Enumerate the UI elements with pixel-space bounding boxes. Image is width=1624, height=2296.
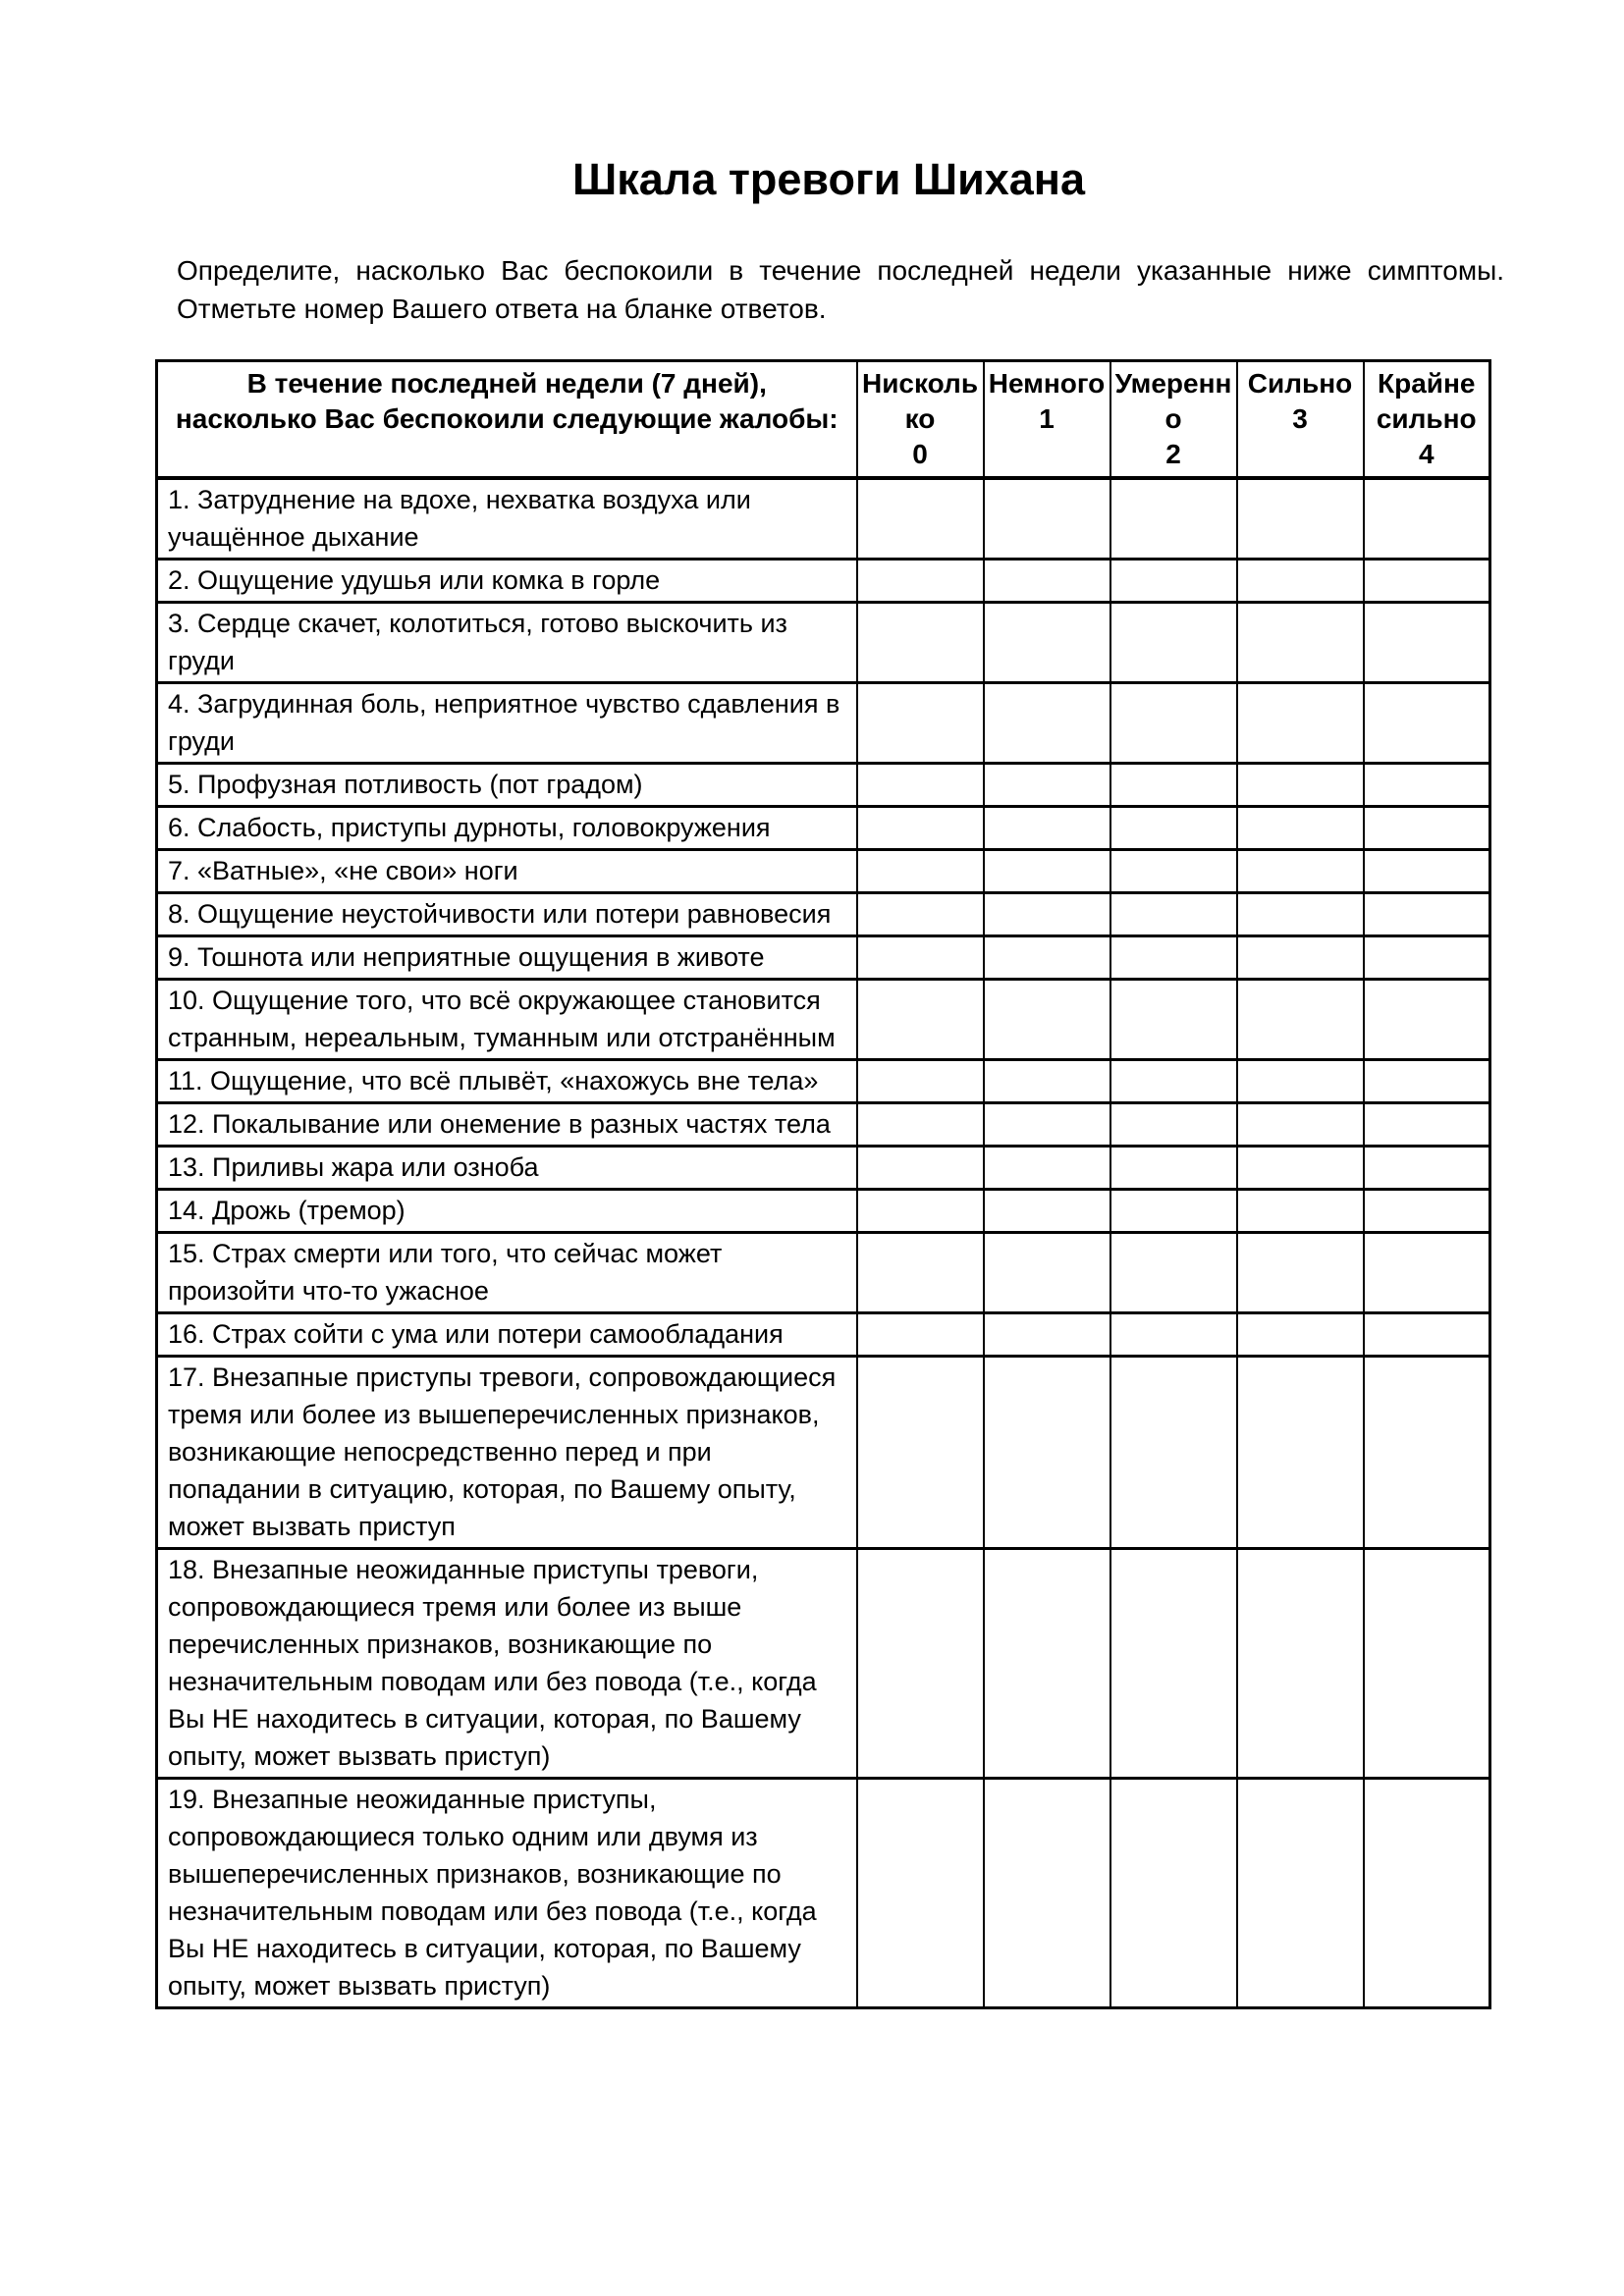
rating-value: 0 — [912, 439, 928, 469]
answer-cell[interactable] — [1110, 893, 1237, 936]
answer-cell[interactable] — [1237, 1190, 1364, 1233]
answer-cell[interactable] — [1364, 807, 1490, 850]
answer-cell[interactable] — [1364, 764, 1490, 807]
answer-cell[interactable] — [984, 1190, 1110, 1233]
answer-cell[interactable] — [1110, 980, 1237, 1060]
answer-cell[interactable] — [984, 1779, 1110, 2008]
question-cell: 6. Слабость, приступы дурноты, головокружения — [157, 807, 857, 850]
answer-cell[interactable] — [1237, 1549, 1364, 1779]
table-body — [157, 478, 1490, 2008]
answer-cell[interactable] — [857, 560, 984, 603]
header-row — [157, 361, 1490, 479]
rating-value: 1 — [1039, 403, 1055, 434]
answer-cell[interactable] — [1237, 683, 1364, 764]
rating-label: Немного — [988, 368, 1106, 399]
answer-cell[interactable] — [1110, 936, 1237, 980]
rating-column-header — [1237, 361, 1364, 479]
answer-cell[interactable] — [984, 1357, 1110, 1549]
intro-paragraph: Определите, насколько Вас беспокоили в течение последней недели указанные ниже симптомы. Отметьте номер Вашего ответа на бланке ответов. — [177, 255, 1504, 324]
rating-column-header — [984, 361, 1110, 479]
answer-cell[interactable] — [1364, 560, 1490, 603]
answer-cell[interactable] — [1110, 560, 1237, 603]
question-cell: 12. Покалывание или онемение в разных частях тела — [157, 1103, 857, 1147]
question-cell: 4. Загрудинная боль, неприятное чувство сдавления в груди — [157, 683, 857, 764]
question-cell: 3. Сердце скачет, колотиться, готово выскочить из груди — [157, 603, 857, 683]
answer-cell[interactable] — [1237, 1357, 1364, 1549]
answer-cell[interactable] — [984, 1233, 1110, 1313]
anxiety-scale-table — [155, 359, 1491, 2009]
answer-cell[interactable] — [1364, 1779, 1490, 2008]
answer-cell[interactable] — [1364, 683, 1490, 764]
answer-cell[interactable] — [1364, 1313, 1490, 1357]
rating-column-header — [1364, 361, 1490, 479]
table-row — [157, 807, 1490, 850]
rating-label: Сильно — [1247, 368, 1353, 399]
table-row — [157, 1147, 1490, 1190]
answer-cell[interactable] — [1110, 1313, 1237, 1357]
answer-cell[interactable] — [857, 1549, 984, 1779]
answer-cell[interactable] — [857, 683, 984, 764]
answer-cell[interactable] — [1110, 807, 1237, 850]
table-row — [157, 1357, 1490, 1549]
answer-cell[interactable] — [1110, 1060, 1237, 1103]
answer-cell[interactable] — [984, 980, 1110, 1060]
question-cell: 14. Дрожь (тремор) — [157, 1190, 857, 1233]
question-cell: 8. Ощущение неустойчивости или потери равновесия — [157, 893, 857, 936]
table-row — [157, 560, 1490, 603]
answer-cell[interactable] — [857, 1779, 984, 2008]
table-row — [157, 1060, 1490, 1103]
answer-cell[interactable] — [1110, 1103, 1237, 1147]
answer-cell[interactable] — [1110, 683, 1237, 764]
answer-cell[interactable] — [984, 764, 1110, 807]
answer-cell[interactable] — [1237, 1779, 1364, 2008]
answer-cell[interactable] — [984, 603, 1110, 683]
question-cell: 7. «Ватные», «не свои» ноги — [157, 850, 857, 893]
answer-cell[interactable] — [984, 683, 1110, 764]
answer-cell[interactable] — [1237, 1103, 1364, 1147]
question-cell: 10. Ощущение того, что всё окружающее становится странным, нереальным, туманным или отстранённым — [157, 980, 857, 1060]
answer-cell[interactable] — [857, 1357, 984, 1549]
answer-cell[interactable] — [1364, 1147, 1490, 1190]
answer-cell[interactable] — [1110, 1147, 1237, 1190]
answer-cell[interactable] — [1364, 1060, 1490, 1103]
question-cell: 1. Затруднение на вдохе, нехватка воздуха или учащённое дыхание — [157, 478, 857, 560]
answer-cell[interactable] — [857, 1190, 984, 1233]
question-cell: 5. Профузная потливость (пот градом) — [157, 764, 857, 807]
answer-cell[interactable] — [1110, 764, 1237, 807]
rating-label: Крайне сильно — [1376, 368, 1477, 434]
answer-cell[interactable] — [1110, 1549, 1237, 1779]
answer-cell[interactable] — [857, 603, 984, 683]
table-row — [157, 1779, 1490, 2008]
table-row — [157, 936, 1490, 980]
answer-cell[interactable] — [1364, 936, 1490, 980]
question-cell: 2. Ощущение удушья или комка в горле — [157, 560, 857, 603]
answer-cell[interactable] — [1364, 850, 1490, 893]
answer-cell[interactable] — [1364, 478, 1490, 560]
answer-cell[interactable] — [1364, 1357, 1490, 1549]
page-title: Шкала тревоги Шихана — [571, 154, 1086, 204]
answer-cell[interactable] — [1364, 980, 1490, 1060]
answer-cell[interactable] — [1110, 603, 1237, 683]
answer-cell[interactable] — [984, 1313, 1110, 1357]
answer-cell[interactable] — [1237, 936, 1364, 980]
answer-cell[interactable] — [857, 1060, 984, 1103]
answer-cell[interactable] — [1237, 893, 1364, 936]
question-cell: 18. Внезапные неожиданные приступы тревоги, сопровождающиеся тремя или более из выше перечисленных признаков, возникающие по незначительным поводам или без повода (т.е., когда Вы НЕ находитесь в ситуации, которая, по Вашему опыту, может вызвать приступ) — [157, 1549, 857, 1779]
question-cell: 19. Внезапные неожиданные приступы, сопровождающиеся только одним или двумя из вышеперечисленных признаков, возникающие по незначительным поводам или без повода (т.е., когда Вы НЕ находитесь в ситуации, которая, по Вашему опыту, может вызвать приступ) — [157, 1779, 857, 2008]
answer-cell[interactable] — [1237, 1060, 1364, 1103]
answer-cell[interactable] — [1110, 1190, 1237, 1233]
answer-cell[interactable] — [984, 1147, 1110, 1190]
answer-cell[interactable] — [1237, 764, 1364, 807]
table-row — [157, 1103, 1490, 1147]
table-row — [157, 1190, 1490, 1233]
answer-cell[interactable] — [1364, 603, 1490, 683]
rating-column-header — [857, 361, 984, 479]
answer-cell[interactable] — [1110, 1357, 1237, 1549]
answer-cell[interactable] — [1237, 478, 1364, 560]
rating-column-header — [1110, 361, 1237, 479]
rating-label: Нисколько — [861, 368, 979, 434]
answer-cell[interactable] — [1237, 807, 1364, 850]
table-row — [157, 764, 1490, 807]
answer-cell[interactable] — [1364, 1233, 1490, 1313]
question-cell: 15. Страх смерти или того, что сейчас может произойти что-то ужасное — [157, 1233, 857, 1313]
answer-cell[interactable] — [857, 807, 984, 850]
answer-cell[interactable] — [857, 1233, 984, 1313]
answer-cell[interactable] — [984, 1103, 1110, 1147]
table-row — [157, 683, 1490, 764]
answer-cell[interactable] — [1237, 850, 1364, 893]
table-row — [157, 603, 1490, 683]
answer-cell[interactable] — [984, 893, 1110, 936]
answer-cell[interactable] — [984, 560, 1110, 603]
answer-cell[interactable] — [1110, 850, 1237, 893]
question-cell: 17. Внезапные приступы тревоги, сопровождающиеся тремя или более из вышеперечисленных признаков, возникающие непосредственно перед и при попадании в ситуацию, которая, по Вашему опыту, может вызвать приступ — [157, 1357, 857, 1549]
answer-cell[interactable] — [857, 936, 984, 980]
answer-cell[interactable] — [1237, 603, 1364, 683]
table-row — [157, 980, 1490, 1060]
answer-cell[interactable] — [984, 1060, 1110, 1103]
question-column-header: В течение последней недели (7 дней), насколько Вас беспокоили следующие жалобы: — [157, 361, 857, 479]
answer-cell[interactable] — [857, 850, 984, 893]
rating-value: 2 — [1165, 439, 1181, 469]
question-cell: 13. Приливы жара или озноба — [157, 1147, 857, 1190]
answer-cell[interactable] — [984, 850, 1110, 893]
answer-cell[interactable] — [857, 764, 984, 807]
answer-cell[interactable] — [1110, 478, 1237, 560]
answer-cell[interactable] — [857, 1313, 984, 1357]
answer-cell[interactable] — [984, 936, 1110, 980]
table-row — [157, 1233, 1490, 1313]
question-cell: 11. Ощущение, что всё плывёт, «нахожусь вне тела» — [157, 1060, 857, 1103]
rating-value: 3 — [1292, 403, 1308, 434]
rating-value: 4 — [1418, 439, 1435, 469]
answer-cell[interactable] — [1364, 1549, 1490, 1779]
answer-cell[interactable] — [857, 1103, 984, 1147]
answer-cell[interactable] — [1110, 1779, 1237, 2008]
answer-cell[interactable] — [984, 1549, 1110, 1779]
table-row — [157, 850, 1490, 893]
answer-cell[interactable] — [1237, 1313, 1364, 1357]
answer-cell[interactable] — [857, 980, 984, 1060]
answer-cell[interactable] — [984, 478, 1110, 560]
table-row — [157, 1313, 1490, 1357]
question-cell: 16. Страх сойти с ума или потери самообладания — [157, 1313, 857, 1357]
table-row — [157, 478, 1490, 560]
answer-cell[interactable] — [1364, 1103, 1490, 1147]
answer-cell[interactable] — [857, 478, 984, 560]
answer-cell[interactable] — [1237, 560, 1364, 603]
rating-label: Умеренно — [1114, 368, 1232, 434]
answer-cell[interactable] — [1237, 980, 1364, 1060]
answer-cell[interactable] — [1110, 1233, 1237, 1313]
table-row — [157, 893, 1490, 936]
answer-cell[interactable] — [984, 807, 1110, 850]
answer-cell[interactable] — [1364, 893, 1490, 936]
answer-cell[interactable] — [1237, 1233, 1364, 1313]
question-cell: 9. Тошнота или неприятные ощущения в животе — [157, 936, 857, 980]
table-row — [157, 1549, 1490, 1779]
answer-cell[interactable] — [857, 893, 984, 936]
answer-cell[interactable] — [857, 1147, 984, 1190]
answer-cell[interactable] — [1364, 1190, 1490, 1233]
answer-cell[interactable] — [1237, 1147, 1364, 1190]
